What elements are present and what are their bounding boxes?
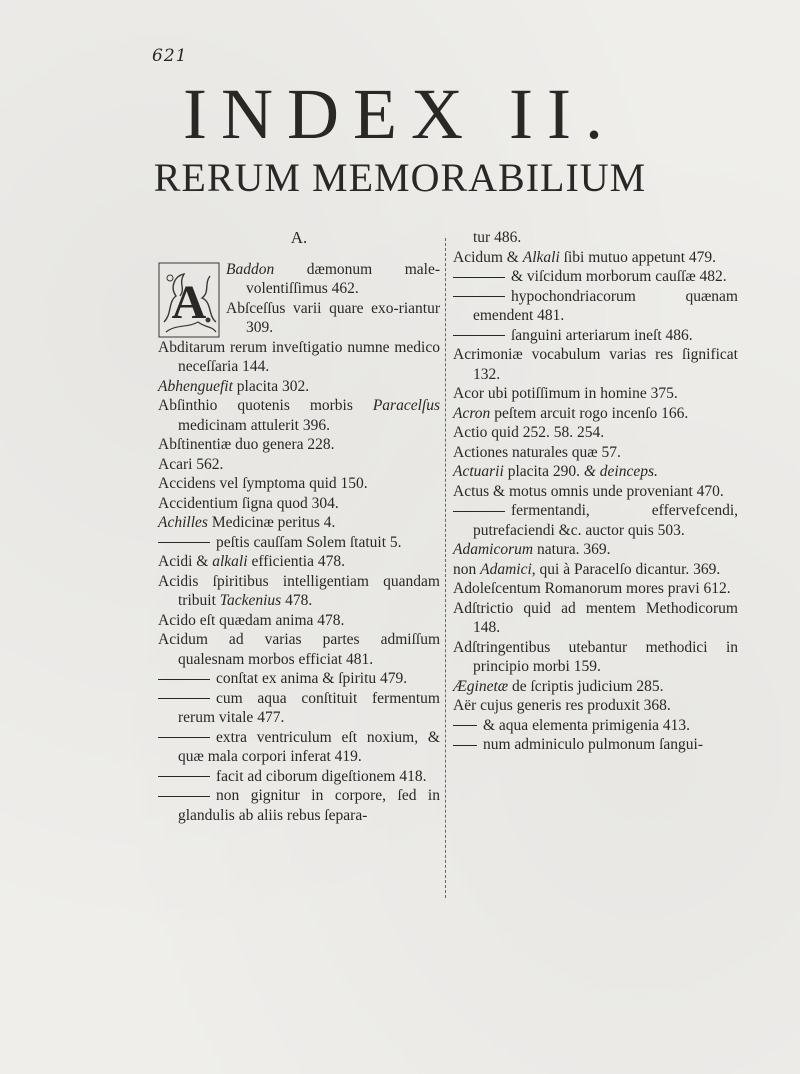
right-entries-list: [453, 228, 738, 755]
index-entry: [453, 228, 738, 248]
entry-text: Acor ubi potiſſimum in homine 375.: [453, 385, 678, 402]
entry-headword: Adamicorum: [453, 541, 534, 558]
entry-headword: Æginetæ: [453, 677, 509, 695]
section-letter: A.: [290, 228, 308, 247]
index-entry: [158, 572, 440, 611]
entry-text: dæmonum male-volentiſſimus 462.: [246, 260, 440, 297]
index-entry: [158, 728, 440, 767]
index-entry: [453, 560, 738, 580]
entry-headword: Baddon: [226, 260, 275, 278]
index-entry: [158, 396, 440, 435]
index-entry: [453, 287, 738, 326]
entry-text: natura. 369.: [533, 541, 611, 558]
entry-text: Aër cujus generis res produxit 368.: [453, 697, 671, 714]
index-entry: [158, 377, 440, 397]
entry-text: ſanguini arteriarum ineſt 486.: [511, 326, 693, 344]
entry-italic-term: alkali: [212, 553, 248, 570]
entry-text: cum aqua conſtituit fermentum rerum vitale 477.: [178, 689, 440, 726]
entry-text: Medicinæ peritus 4.: [207, 514, 336, 531]
entry-headword: Acron: [453, 404, 491, 422]
entry-text: hypochondriacorum quænam emendent 481.: [473, 287, 738, 324]
index-subtitle: RERUM MEMORABILIUM: [153, 155, 647, 200]
entry-text: Adſtrictio quid ad mentem Methodicorum 148.: [453, 599, 738, 636]
index-entry: [453, 540, 738, 560]
index-entry: [453, 326, 738, 346]
entry-text: Acrimoniæ vocabulum varias res ſignificat 132.: [453, 346, 738, 383]
entry-text: fermentandi, effervefcendi, putrefaciendi &c. auctor quis 503.: [473, 502, 738, 539]
index-entry: [226, 299, 440, 338]
index-title: INDEX II.: [183, 74, 617, 154]
entry-text: conſtat ex anima & ſpiritu 479.: [216, 670, 408, 687]
index-entry: [158, 533, 440, 553]
entry-text-tail: 478.: [281, 592, 313, 609]
index-entry: [226, 260, 440, 299]
left-column: [158, 228, 440, 825]
index-entry: [453, 638, 738, 677]
svg-text:A: A: [171, 275, 207, 329]
entry-text: tur 486.: [473, 229, 522, 246]
index-entry: [453, 501, 738, 540]
index-entry: [158, 630, 440, 669]
index-entry: [158, 611, 440, 631]
index-entry: [453, 345, 738, 384]
index-entry: [158, 786, 440, 825]
entry-text: non: [453, 560, 481, 578]
entry-headword: Actuarii: [453, 463, 504, 480]
entry-italic-term: Alkali: [522, 248, 560, 266]
entry-text: Acidum ad varias partes admiſſum qualesnam morbos efficiat 481.: [158, 631, 440, 668]
entry-italic-term: & deinceps.: [583, 463, 658, 480]
index-entry: [453, 267, 738, 287]
entry-italic-term: Paracelſus: [372, 397, 440, 414]
index-entry: [453, 443, 738, 463]
entry-text: Accidens vel ſymptoma quid 150.: [158, 475, 368, 492]
index-entry: [453, 599, 738, 638]
entry-text: Abſceſſus varii quare exo-riantur 309.: [226, 299, 440, 336]
entry-text-tail: efficientia 478.: [247, 553, 345, 570]
right-column: [453, 228, 738, 755]
entry-text: peſtis cauſſam Solem ſtatuit 5.: [216, 533, 402, 551]
entry-text: Acidum &: [453, 248, 523, 266]
entry-italic-term: Tackenius: [219, 592, 282, 609]
entry-headword: Achilles: [158, 514, 208, 531]
page-number: 621: [152, 46, 188, 66]
entry-text: Adoleſcentum Romanorum mores pravi 612.: [453, 580, 731, 597]
index-entry: [453, 735, 738, 755]
index-entry: [453, 579, 738, 599]
entry-text: & viſcidum morborum cauſſæ 482.: [511, 268, 727, 285]
entry-text: Acari 562.: [158, 455, 224, 473]
index-entry: [158, 669, 440, 689]
entry-text: facit ad ciborum digeſtionem 418.: [216, 767, 427, 785]
entry-italic-term: Adamici: [480, 560, 532, 578]
index-entry: [453, 248, 738, 268]
entry-text-tail: , qui à Paracelſo dicantur. 369.: [531, 560, 721, 578]
entry-text: placita 290.: [503, 463, 584, 480]
index-entry: [158, 435, 440, 455]
index-entry: [158, 513, 440, 533]
entry-text: non gignitur in corpore, ſed in glandulis ab aliis rebus ſepara-: [178, 787, 440, 824]
index-entry: [453, 696, 738, 716]
entry-text-tail: ſibi mutuo appetunt 479.: [559, 248, 717, 266]
entry-text: Actio quid 252. 58. 254.: [453, 424, 605, 441]
index-entry: [158, 474, 440, 494]
entry-text: Acidi &: [158, 553, 213, 570]
index-entry: [453, 423, 738, 443]
entry-text: Accidentium ſigna quod 304.: [158, 494, 339, 512]
index-entry: [158, 689, 440, 728]
index-entry: [453, 677, 738, 697]
index-entry: [158, 494, 440, 514]
index-entry: [453, 384, 738, 404]
entry-text-tail: medicinam attulerit 396.: [178, 416, 330, 434]
entry-text: Actiones naturales quæ 57.: [453, 443, 621, 461]
left-entries-list: [158, 338, 440, 826]
index-entry: [453, 462, 738, 482]
entry-text: peſtem arcuit rogo incenſo 166.: [490, 404, 689, 422]
decorated-initial-letter-icon: [158, 262, 220, 338]
entry-text: Abditarum rerum inveſtigatio numne medico neceſſaria 144.: [158, 338, 440, 375]
entry-text: Actus & motus omnis unde proveniant 470.: [453, 482, 724, 500]
entry-text: de ſcriptis judicium 285.: [508, 677, 664, 695]
entry-text: Abſtinentiæ duo genera 228.: [158, 436, 335, 453]
entry-headword: Abhenguefit: [158, 377, 233, 395]
index-entry: [158, 767, 440, 787]
column-divider: [445, 238, 446, 898]
initial-block: [158, 260, 440, 338]
initial-entries: [226, 260, 440, 338]
index-entry: [158, 338, 440, 377]
index-entry: [158, 552, 440, 572]
entry-text: placita 302.: [232, 377, 310, 395]
index-entry: [453, 404, 738, 424]
entry-text: num adminiculo pulmonum ſangui-: [483, 736, 703, 753]
entry-text: Acido eſt quædam anima 478.: [158, 611, 345, 629]
entry-text: Acidis ſpiritibus intelligentiam quandam tribuit: [158, 572, 440, 609]
entry-text: extra ventriculum eſt noxium, & quæ mala corpori inferat 419.: [178, 728, 440, 765]
index-entry: [158, 455, 440, 475]
entry-text: Adſtringentibus utebantur methodici in principio morbi 159.: [453, 638, 738, 675]
index-entry: [453, 716, 738, 736]
entry-text: & aqua elementa primigenia 413.: [483, 716, 691, 734]
entry-text: Abſinthio quotenis morbis: [158, 397, 373, 414]
index-entry: [453, 482, 738, 502]
